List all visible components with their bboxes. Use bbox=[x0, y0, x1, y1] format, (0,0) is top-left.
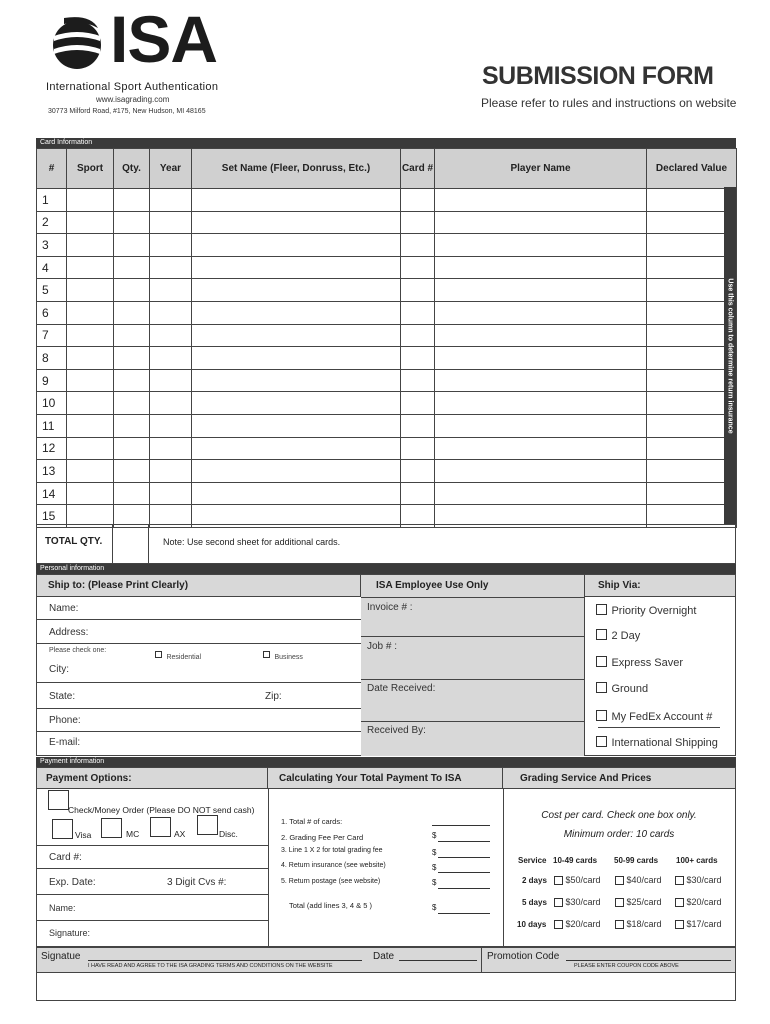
payment-options-header: Payment Options: bbox=[46, 773, 132, 784]
price-header-10-49: 10-49 cards bbox=[553, 856, 598, 865]
mc-checkbox[interactable] bbox=[101, 818, 122, 838]
address-field[interactable]: Address: bbox=[37, 620, 361, 644]
residential-checkbox[interactable]: Residential bbox=[155, 646, 201, 664]
card-cell-card-number[interactable] bbox=[401, 392, 435, 415]
card-cell-card-number[interactable] bbox=[401, 369, 435, 392]
logo-text: ISA bbox=[110, 2, 218, 76]
visa-checkbox[interactable] bbox=[52, 819, 73, 839]
card-cell-year[interactable] bbox=[150, 211, 192, 234]
card-cell-year[interactable] bbox=[150, 189, 192, 212]
card-cell-sport[interactable] bbox=[67, 347, 114, 370]
visa-label: Visa bbox=[75, 830, 92, 840]
website-link[interactable]: www.isagrading.com bbox=[96, 95, 170, 104]
form-subtitle: Please refer to rules and instructions on website bbox=[481, 96, 737, 110]
card-cell-year[interactable] bbox=[150, 234, 192, 257]
job-field[interactable]: Job # : bbox=[361, 637, 585, 680]
check-money-order-label: Check/Money Order (Please DO NOT send cash) bbox=[68, 805, 255, 815]
card-number-field[interactable]: Card #: bbox=[37, 845, 268, 869]
card-cell-sport[interactable] bbox=[67, 369, 114, 392]
total-qty-input[interactable] bbox=[113, 525, 149, 563]
payment-signature-field[interactable]: Signature: bbox=[49, 928, 91, 938]
date-label: Date bbox=[373, 951, 395, 962]
card-cell-declared-value[interactable] bbox=[647, 460, 737, 483]
promo-label: Promotion Code bbox=[487, 951, 560, 962]
price-5days-100-plus[interactable]: $20/card bbox=[675, 897, 722, 907]
card-cell-declared-value[interactable] bbox=[647, 392, 737, 415]
price-header-50-99: 50-99 cards bbox=[614, 856, 659, 865]
payment-section-label: Payment information bbox=[36, 757, 736, 767]
card-cell-sport[interactable] bbox=[67, 189, 114, 212]
calc-line-5-input[interactable] bbox=[438, 888, 490, 889]
card-cell-player-name[interactable] bbox=[435, 256, 647, 279]
card-cell-card-number[interactable] bbox=[401, 279, 435, 302]
card-row-number: 11 bbox=[37, 414, 67, 437]
ship-ground-option[interactable]: Ground bbox=[596, 679, 648, 697]
card-row-number: 12 bbox=[37, 437, 67, 460]
card-row bbox=[37, 414, 737, 437]
card-row bbox=[37, 234, 737, 257]
card-cell-sport[interactable] bbox=[67, 437, 114, 460]
card-cell-set-name[interactable] bbox=[192, 482, 401, 505]
card-cell-year[interactable] bbox=[150, 301, 192, 324]
invoice-field[interactable]: Invoice # : bbox=[361, 597, 585, 637]
card-table bbox=[36, 148, 737, 528]
card-cell-sport[interactable] bbox=[67, 256, 114, 279]
card-cell-player-name[interactable] bbox=[435, 189, 647, 212]
calc-line-3: 3. Line 1 X 2 for total grading fee bbox=[281, 847, 383, 854]
card-cell-year[interactable] bbox=[150, 347, 192, 370]
card-cell-set-name[interactable] bbox=[192, 301, 401, 324]
card-row bbox=[37, 324, 737, 347]
footer-blank-row bbox=[36, 973, 736, 1001]
card-row bbox=[37, 437, 737, 460]
card-info-section-label: Card Information bbox=[36, 138, 736, 148]
card-cell-sport[interactable] bbox=[67, 324, 114, 347]
card-cell-set-name[interactable] bbox=[192, 256, 401, 279]
service-2-days: 2 days bbox=[522, 876, 547, 885]
card-cell-player-name[interactable] bbox=[435, 392, 647, 415]
card-row-number: 10 bbox=[37, 392, 67, 415]
ship-fedex-account-option[interactable]: My FedEx Account # bbox=[596, 707, 712, 725]
card-cell-set-name[interactable] bbox=[192, 392, 401, 415]
org-address: 30773 Milford Road, #175, New Hudson, MI 48165 bbox=[48, 108, 206, 115]
personal-section-label: Personal information bbox=[36, 564, 736, 574]
card-cell-qty[interactable] bbox=[114, 279, 150, 302]
card-cell-sport[interactable] bbox=[67, 279, 114, 302]
disc-label: Disc. bbox=[219, 829, 238, 839]
card-row-number: 9 bbox=[37, 369, 67, 392]
card-cell-card-number[interactable] bbox=[401, 482, 435, 505]
calc-line-3-input[interactable] bbox=[438, 857, 490, 858]
card-cell-sport[interactable] bbox=[67, 211, 114, 234]
grading-note-2: Minimum order: 10 cards bbox=[563, 829, 675, 840]
card-cell-declared-value[interactable] bbox=[647, 189, 737, 212]
phone-field[interactable]: Phone: bbox=[37, 709, 361, 732]
price-10days-50-99[interactable]: $18/card bbox=[615, 919, 662, 929]
isa-globe-logo-icon bbox=[50, 14, 104, 72]
promo-code-input[interactable] bbox=[566, 960, 731, 961]
card-cell-card-number[interactable] bbox=[401, 437, 435, 460]
card-cell-qty[interactable] bbox=[114, 234, 150, 257]
col-header-sport: Sport bbox=[67, 149, 114, 189]
additional-cards-note: Note: Use second sheet for additional cards. bbox=[163, 537, 341, 547]
calc-line-4-input[interactable] bbox=[438, 872, 490, 873]
price-5days-50-99[interactable]: $25/card bbox=[615, 897, 662, 907]
price-2days-100-plus[interactable]: $30/card bbox=[675, 875, 722, 885]
card-cell-set-name[interactable] bbox=[192, 279, 401, 302]
card-row-number: 3 bbox=[37, 234, 67, 257]
card-cell-qty[interactable] bbox=[114, 414, 150, 437]
card-cell-qty[interactable] bbox=[114, 301, 150, 324]
received-by-field[interactable]: Received By: bbox=[367, 725, 426, 736]
card-cell-card-number[interactable] bbox=[401, 460, 435, 483]
card-cell-player-name[interactable] bbox=[435, 460, 647, 483]
date-received-field[interactable]: Date Received: bbox=[361, 680, 585, 722]
card-cell-qty[interactable] bbox=[114, 482, 150, 505]
price-header-service: Service bbox=[518, 856, 547, 865]
card-cell-declared-value[interactable] bbox=[647, 324, 737, 347]
service-5-days: 5 days bbox=[522, 898, 547, 907]
price-2days-50-99[interactable]: $40/card bbox=[615, 875, 662, 885]
card-row-number: 13 bbox=[37, 460, 67, 483]
cardholder-name-field[interactable]: Name: bbox=[37, 895, 268, 921]
calc-line-1: 1. Total # of cards: bbox=[281, 817, 343, 826]
card-cell-set-name[interactable] bbox=[192, 460, 401, 483]
price-10days-100-plus[interactable]: $17/card bbox=[675, 919, 722, 929]
card-cell-sport[interactable] bbox=[67, 482, 114, 505]
col-header-set-name: Set Name (Fleer, Donruss, Etc.) bbox=[192, 149, 401, 189]
card-cell-year[interactable] bbox=[150, 279, 192, 302]
card-row bbox=[37, 482, 737, 505]
card-cell-card-number[interactable] bbox=[401, 211, 435, 234]
card-cell-set-name[interactable] bbox=[192, 211, 401, 234]
card-cell-card-number[interactable] bbox=[401, 256, 435, 279]
check-one-label: Please check one: bbox=[49, 647, 107, 654]
email-field[interactable]: E-mail: bbox=[49, 737, 81, 748]
ship-express-saver-option[interactable]: Express Saver bbox=[596, 653, 683, 671]
card-cell-year[interactable] bbox=[150, 369, 192, 392]
dollar-sign: $ bbox=[432, 903, 437, 912]
card-cell-declared-value[interactable] bbox=[647, 301, 737, 324]
disc-checkbox[interactable] bbox=[197, 815, 218, 835]
dollar-sign: $ bbox=[432, 848, 437, 857]
calc-line-1-input[interactable] bbox=[432, 825, 490, 826]
card-cell-player-name[interactable] bbox=[435, 414, 647, 437]
card-row-number: 14 bbox=[37, 482, 67, 505]
col-header-card-number: Card # bbox=[401, 149, 435, 189]
calc-line-2-input[interactable] bbox=[438, 841, 490, 842]
check-money-order-checkbox[interactable] bbox=[48, 790, 69, 810]
card-cell-set-name[interactable] bbox=[192, 347, 401, 370]
calc-header: Calculating Your Total Payment To ISA bbox=[279, 773, 462, 784]
card-cell-sport[interactable] bbox=[67, 392, 114, 415]
calc-line-5: 5. Return postage (see website) bbox=[281, 878, 381, 885]
card-cell-sport[interactable] bbox=[67, 414, 114, 437]
service-10-days: 10 days bbox=[517, 920, 547, 929]
card-row bbox=[37, 347, 737, 370]
grading-header: Grading Service And Prices bbox=[520, 773, 652, 784]
calc-line-2: 2. Grading Fee Per Card bbox=[281, 833, 364, 842]
card-cell-card-number[interactable] bbox=[401, 324, 435, 347]
card-row bbox=[37, 189, 737, 212]
card-cell-player-name[interactable] bbox=[435, 482, 647, 505]
card-cell-qty[interactable] bbox=[114, 347, 150, 370]
grading-note-1: Cost per card. Check one box only. bbox=[541, 810, 697, 821]
card-row bbox=[37, 369, 737, 392]
card-cell-declared-value[interactable] bbox=[647, 234, 737, 257]
card-cell-year[interactable] bbox=[150, 256, 192, 279]
col-header-player-name: Player Name bbox=[435, 149, 647, 189]
calc-line-4: 4. Return insurance (see website) bbox=[281, 862, 386, 869]
col-header-year: Year bbox=[150, 149, 192, 189]
signature-label: Signatue bbox=[41, 951, 81, 962]
employee-use-header: ISA Employee Use Only bbox=[376, 580, 489, 591]
card-cell-declared-value[interactable] bbox=[647, 256, 737, 279]
card-cell-set-name[interactable] bbox=[192, 437, 401, 460]
card-cell-player-name[interactable] bbox=[435, 279, 647, 302]
card-row-number: 6 bbox=[37, 301, 67, 324]
card-cell-declared-value[interactable] bbox=[647, 414, 737, 437]
card-cell-qty[interactable] bbox=[114, 211, 150, 234]
dollar-sign: $ bbox=[432, 878, 437, 887]
form-title: SUBMISSION FORM bbox=[482, 62, 714, 90]
org-name: International Sport Authentication bbox=[46, 81, 219, 93]
card-row bbox=[37, 211, 737, 234]
card-cell-qty[interactable] bbox=[114, 256, 150, 279]
name-field[interactable]: Name: bbox=[37, 597, 361, 620]
card-row-number: 4 bbox=[37, 256, 67, 279]
card-row-number: 2 bbox=[37, 211, 67, 234]
ax-checkbox[interactable] bbox=[150, 817, 171, 837]
card-row-number: 8 bbox=[37, 347, 67, 370]
card-row bbox=[37, 392, 737, 415]
calc-total-input[interactable] bbox=[438, 913, 490, 914]
card-row bbox=[37, 460, 737, 483]
card-cell-qty[interactable] bbox=[114, 189, 150, 212]
card-cell-card-number[interactable] bbox=[401, 347, 435, 370]
exp-cvs-field[interactable]: Exp. Date: 3 Digit Cvs #: bbox=[37, 869, 268, 895]
agree-text: I HAVE READ AND AGREE TO THE ISA GRADING TERMS AND CONDITIONS ON THE WEBSITE bbox=[88, 963, 333, 969]
city-field[interactable]: City: bbox=[37, 658, 361, 683]
card-cell-sport[interactable] bbox=[67, 301, 114, 324]
card-cell-year[interactable] bbox=[150, 437, 192, 460]
card-row-number: 5 bbox=[37, 279, 67, 302]
business-checkbox[interactable]: Business bbox=[263, 646, 303, 664]
ship-international-option[interactable]: International Shipping bbox=[596, 733, 718, 751]
total-qty-label: TOTAL QTY. bbox=[45, 536, 103, 547]
ship-to-header: Ship to: (Please Print Clearly) bbox=[48, 580, 189, 591]
card-cell-card-number[interactable] bbox=[401, 234, 435, 257]
card-cell-set-name[interactable] bbox=[192, 189, 401, 212]
card-row bbox=[37, 279, 737, 302]
card-cell-declared-value[interactable] bbox=[647, 437, 737, 460]
card-cell-set-name[interactable] bbox=[192, 414, 401, 437]
card-cell-qty[interactable] bbox=[114, 324, 150, 347]
price-2days-10-49[interactable]: $50/card bbox=[554, 875, 601, 885]
state-zip-field[interactable]: State: Zip: bbox=[37, 683, 361, 709]
card-cell-declared-value[interactable] bbox=[647, 482, 737, 505]
card-cell-declared-value[interactable] bbox=[647, 369, 737, 392]
price-10days-10-49[interactable]: $20/card bbox=[554, 919, 601, 929]
card-cell-card-number[interactable] bbox=[401, 414, 435, 437]
card-cell-qty[interactable] bbox=[114, 392, 150, 415]
card-cell-qty[interactable] bbox=[114, 460, 150, 483]
price-5days-10-49[interactable]: $30/card bbox=[554, 897, 601, 907]
card-cell-set-name[interactable] bbox=[192, 324, 401, 347]
card-cell-player-name[interactable] bbox=[435, 324, 647, 347]
card-cell-set-name[interactable] bbox=[192, 369, 401, 392]
card-cell-player-name[interactable] bbox=[435, 437, 647, 460]
card-cell-card-number[interactable] bbox=[401, 189, 435, 212]
card-row bbox=[37, 301, 737, 324]
card-cell-card-number[interactable] bbox=[401, 301, 435, 324]
card-row bbox=[37, 256, 737, 279]
total-row bbox=[36, 524, 736, 564]
card-cell-year[interactable] bbox=[150, 414, 192, 437]
return-insurance-note: Use this column to determine return insurance bbox=[724, 187, 736, 524]
card-cell-declared-value[interactable] bbox=[647, 347, 737, 370]
card-cell-sport[interactable] bbox=[67, 460, 114, 483]
col-header-row-number: # bbox=[37, 149, 67, 189]
card-cell-player-name[interactable] bbox=[435, 234, 647, 257]
signature-line[interactable] bbox=[88, 960, 362, 961]
card-row-number: 7 bbox=[37, 324, 67, 347]
price-header-100-plus: 100+ cards bbox=[676, 856, 718, 865]
calc-total-label: Total (add lines 3, 4 & 5 ) bbox=[289, 901, 372, 910]
card-cell-player-name[interactable] bbox=[435, 301, 647, 324]
card-cell-player-name[interactable] bbox=[435, 211, 647, 234]
card-cell-year[interactable] bbox=[150, 324, 192, 347]
card-cell-player-name[interactable] bbox=[435, 347, 647, 370]
mc-label: MC bbox=[126, 829, 140, 839]
card-cell-qty[interactable] bbox=[114, 369, 150, 392]
card-cell-declared-value[interactable] bbox=[647, 211, 737, 234]
card-cell-player-name[interactable] bbox=[435, 369, 647, 392]
ship-2-day-option[interactable]: 2 Day bbox=[596, 626, 640, 644]
card-cell-set-name[interactable] bbox=[192, 234, 401, 257]
card-cell-qty[interactable] bbox=[114, 437, 150, 460]
ship-via-header: Ship Via: bbox=[598, 580, 641, 591]
dollar-sign: $ bbox=[432, 831, 437, 840]
col-header-qty: Qty. bbox=[114, 149, 150, 189]
dollar-sign: $ bbox=[432, 863, 437, 872]
card-cell-year[interactable] bbox=[150, 460, 192, 483]
card-cell-declared-value[interactable] bbox=[647, 279, 737, 302]
card-cell-year[interactable] bbox=[150, 392, 192, 415]
card-cell-sport[interactable] bbox=[67, 234, 114, 257]
col-header-declared-value: Declared Value bbox=[647, 149, 737, 189]
ax-label: AX bbox=[174, 829, 186, 839]
ship-priority-overnight-option[interactable]: Priority Overnight bbox=[596, 601, 696, 619]
date-line[interactable] bbox=[399, 960, 477, 961]
promo-note: PLEASE ENTER COUPON CODE ABOVE bbox=[574, 963, 679, 969]
card-row-number: 1 bbox=[37, 189, 67, 212]
card-cell-year[interactable] bbox=[150, 482, 192, 505]
card-row-number: 15 bbox=[37, 505, 67, 528]
